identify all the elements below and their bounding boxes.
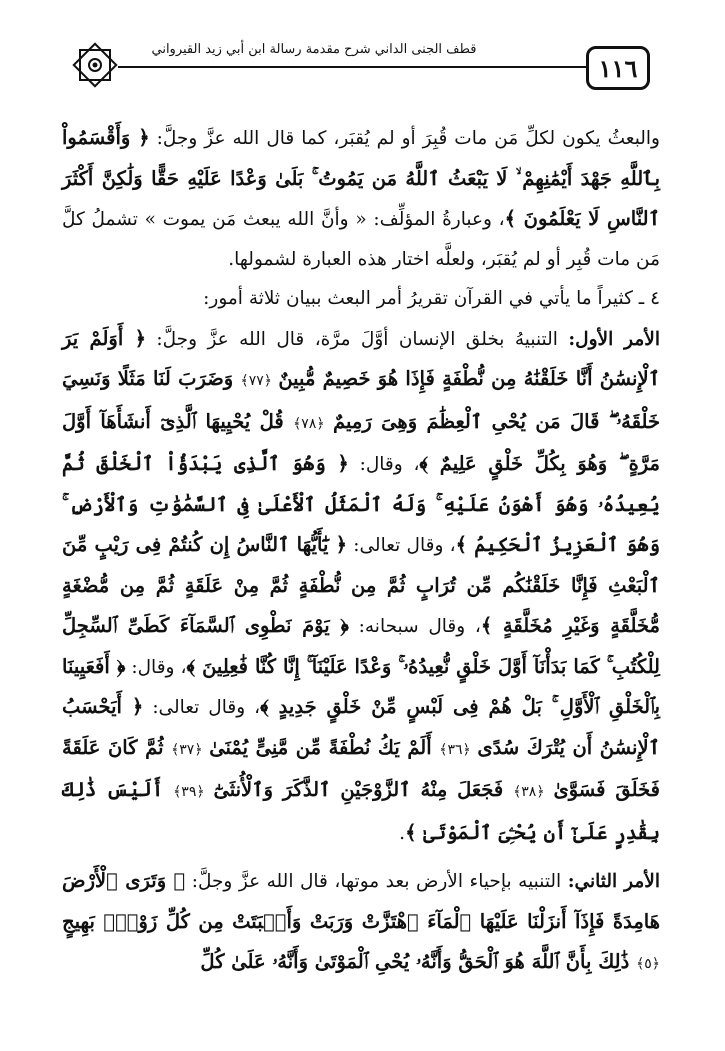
ayah-number-marker: ﴿٧٧﴾ bbox=[240, 373, 272, 389]
quran-verse: ذَٰلِكَ بِأَنَّ ٱللَّهَ هُوَ ٱلْحَقُّ وَأَنَّهُۥ يُحْىِ ٱلْمَوْتَىٰ وَأَنَّهُۥ عَلَىٰ كُلِّ bbox=[200, 950, 637, 973]
page-header bbox=[60, 36, 670, 96]
quran-verse: ﴿ وَأَقْسَمُواْ بِٱللَّهِ جَهْدَ أَيْمَٰنِهِمْ ۙ لَا يَبْعَثُ ٱللَّهُ مَن يَمُوتُ ۚ بَلَىٰ وَعْدًا عَلَيْهِ حَقًّا وَلَٰكِنَّ أَكْثَرَ ٱلنَّاسِ لَا يَعْلَمُونَ ﴾ bbox=[62, 126, 660, 230]
text-run: ٤ ـ كثيراً ما يأتي في القرآن تقريرُ أمر البعث ببيان ثلاثة أمور: bbox=[203, 288, 660, 309]
ayah-number-marker: ﴿٣٩﴾ bbox=[173, 784, 205, 800]
section-heading: الأمر الثاني: bbox=[567, 871, 660, 892]
ayah-number-marker: ﴿٥﴾ bbox=[636, 956, 660, 972]
ayah-number-marker: ﴿٣٧﴾ bbox=[171, 741, 203, 758]
quran-verse: ﴿ يَوْمَ نَطْوِى ٱلسَّمَآءَ كَطَىِّ ٱلسِّجِلِّ لِلْكُتُبِ ۚ كَمَا بَدَأْنَآ أَوَّلَ خَلْقٍ نُّعِيدُهُۥ ۚ وَعْدًا عَلَيْنَآ ۚ إِنَّا كُنَّا فَٰعِلِينَ ﴾ bbox=[62, 614, 660, 678]
quran-verse: قُلْ يُحْيِيهَا ٱلَّذِىٓ أَنشَأَهَآ أَوَّلَ مَرَّةٍ ۖ وَهُوَ بِكُلِّ خَلْقٍ عَلِيمٌ ﴾ bbox=[62, 409, 661, 475]
quran-verse: وَضَرَبَ لَنَا مَثَلًا وَنَسِيَ خَلْقَهُۥ ۖ قَالَ مَن يُحْىِ ٱلْعِظَٰمَ وَهِىَ رَمِيمٌ bbox=[62, 367, 661, 433]
section-heading: الأمر الأول: bbox=[568, 328, 660, 350]
quran-verse: ﴿ أَوَلَمْ يَرَ ٱلْإِنسَٰنُ أَنَّا خَلَقْنَٰهُ مِن نُّطْفَةٍ فَإِذَا هُوَ خَصِيمٌ مُّبِينٌ bbox=[62, 326, 660, 390]
text-run: ، وقال: bbox=[125, 656, 187, 678]
octagram-ornament-icon bbox=[70, 40, 120, 90]
paragraph-spacer bbox=[62, 853, 660, 861]
text-run: والبعثُ يكون لكلِّ مَن مات قُبِرَ أو لم يُقبَر، كما قال الله عزَّ وجلَّ: bbox=[149, 128, 660, 149]
ayah-number-marker: ﴿٧٨﴾ bbox=[293, 415, 325, 432]
paragraph-first-matter bbox=[62, 319, 660, 854]
text-run: . bbox=[399, 822, 406, 844]
page-number bbox=[586, 46, 650, 90]
text-run: ، وقال سبحانه: bbox=[348, 616, 481, 637]
text-run: ، وقال تعالى: bbox=[143, 697, 261, 718]
page-number-label: ١١٦ bbox=[598, 53, 638, 83]
text-run: التنبيهُ بخلق الإنسان أوَّلَ مرَّة، قال الله عزَّ وجلَّ: bbox=[146, 328, 569, 350]
paragraph-point-4 bbox=[62, 279, 660, 319]
quran-verse: ﴿ وَتَرَى ٱلْأَرْضَ هَامِدَةً فَإِذَآ أَنزَلْنَا عَلَيْهَا ٱلْمَآءَ ٱهْتَزَّتْ وَرَبَتْ وَأَنۢبَتَتْ مِن كُلِّ زَوْجٍۭ بَهِيجٍ bbox=[62, 869, 660, 933]
text-run: ، وقال تعالى: bbox=[347, 535, 456, 556]
paragraph-resurrection bbox=[62, 118, 660, 279]
text-run: التنبيه بإحياء الأرض بعد موتها، قال الله عزَّ وجلَّ: bbox=[185, 871, 568, 892]
text-run: ، وعبارةُ المؤلِّف: « وأنَّ الله يبعث مَن يموت » تشملُ كلَّ مَن مات قُبِر أو لم يُقبَر، ولعلَّه اختار هذه العبارة لشمولها. bbox=[62, 209, 660, 270]
ayah-number-marker: ﴿٣٦﴾ bbox=[439, 741, 471, 758]
quran-verse: ﴿ يَٰٓأَيُّهَا ٱلنَّاسُ إِن كُنتُمْ فِى رَيْبٍ مِّنَ ٱلْبَعْثِ فَإِنَّا خَلَقْنَٰكُم مِّن تُرَابٍ ثُمَّ مِن نُّطْفَةٍ ثُمَّ مِنْ عَلَقَةٍ ثُمَّ مِن مُّضْغَةٍ مُّخَلَّقَةٍ وَغَيْرِ مُخَلَّقَةٍ ﴾ bbox=[62, 533, 661, 637]
body-text bbox=[62, 118, 660, 985]
ayah-number-marker: ﴿٣٨﴾ bbox=[513, 784, 545, 800]
quran-verse: أَلَمْ يَكُ نُطْفَةً مِّن مَّنِىٍّ يُمْنَىٰ bbox=[209, 735, 440, 759]
quran-verse: ﴿ أَيَحْسَبُ ٱلْإِنسَٰنُ أَن يُتْرَكَ سُدًى bbox=[62, 695, 660, 759]
quran-verse: أَلَيْسَ ذَٰلِكَ بِقَٰدِرٍ عَلَىٰٓ أَن يُحْـِۧىَ ٱلْمَوْتَىٰ ﴾ bbox=[62, 778, 660, 844]
running-title: قطف الجنى الداني شرح مقدمة رسالة ابن أبي زيد القيرواني bbox=[151, 42, 477, 57]
quran-verse: فَجَعَلَ مِنْهُ ٱلزَّوْجَيْنِ ٱلذَّكَرَ وَٱلْأُنثَىٰٓ bbox=[213, 778, 514, 801]
text-run: ، وقال: bbox=[348, 454, 420, 475]
quran-verse: ﴿ أَفَعَيِينَا بِٱلْخَلْقِ ٱلْأَوَّلِ ۚ بَلْ هُمْ فِى لَبْسٍ مِّنْ خَلْقٍ جَدِيدٍ ﴾ bbox=[62, 654, 660, 718]
quran-verse: ثُمَّ كَانَ عَلَقَةً فَخَلَقَ فَسَوَّىٰ bbox=[62, 735, 660, 801]
quran-verse: ﴿ وَهُوَ ٱلَّذِى يَبْدَؤُاْ ٱلْخَلْقَ ثُمَّ يُعِيدُهُۥ وَهُوَ أَهْوَنُ عَلَيْهِ ۚ وَلَهُ ٱلْمَثَلُ ٱلْأَعْلَىٰ فِى ٱلسَّمَٰوَٰتِ وَٱلْأَرْضِ ۚ وَهُوَ ٱلْعَزِيزُ ٱلْحَكِيمُ ﴾ bbox=[62, 452, 660, 556]
paragraph-second-matter bbox=[62, 861, 660, 985]
header-rule bbox=[118, 66, 586, 68]
